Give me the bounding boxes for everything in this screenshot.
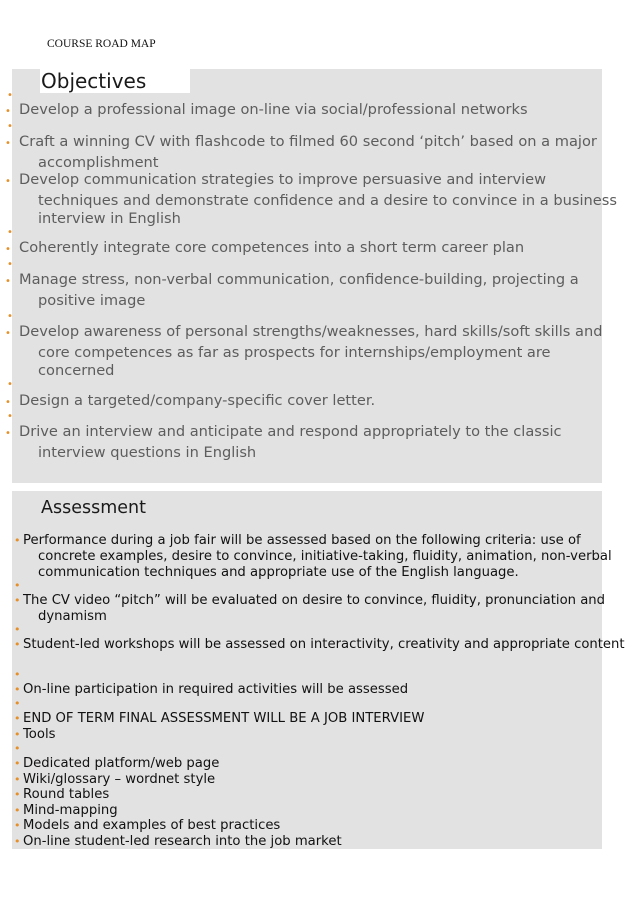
bullet-icon: • xyxy=(14,579,21,592)
bullet-icon: • xyxy=(14,819,21,832)
tool-item-4: • Mind-mapping xyxy=(14,803,118,818)
objective-item-4: • Coherently integrate core competences into a short term career plan xyxy=(5,239,630,260)
assessment-item-tools: • Tools xyxy=(14,727,56,742)
bullet-icon: • xyxy=(5,138,11,149)
assessment-item-5: • END OF TERM FINAL ASSESSMENT WILL BE A JOB INTERVIEW xyxy=(14,711,425,726)
bullet-icon: • xyxy=(14,742,21,755)
assessment-title: Assessment xyxy=(41,498,146,518)
bullet-icon: • xyxy=(14,773,21,786)
bullet-icon: • xyxy=(5,397,11,408)
objective-item-2: • Craft a winning CV with flashcode to filmed 60 second ‘pitch’ based on a major accomplishment xyxy=(5,133,597,171)
bullet-icon: • xyxy=(14,638,21,651)
bullet-icon: • xyxy=(14,804,21,817)
objective-item-3: • Develop communication strategies to improve persuasive and interview techniques and demonstrate confidence and a desire to convince in a business interview in English xyxy=(5,171,617,227)
bullet-icon: • xyxy=(14,728,21,741)
bullet-icon: • xyxy=(14,697,21,710)
tool-item-1: • Dedicated platform/web page xyxy=(14,756,220,771)
bullet-icon: • xyxy=(14,668,21,681)
bullet-icon: • xyxy=(14,623,21,636)
objective-item-6: • Develop awareness of personal strengths/weaknesses, hard skills/soft skills and core competences as far as prospects for internships/employment are concerned xyxy=(5,323,603,379)
assessment-item-2: • The CV video “pitch” will be evaluated on desire to convince, fluidity, pronunciation and dynamism xyxy=(14,593,606,624)
bullet-icon: • xyxy=(7,311,13,322)
bullet-icon: • xyxy=(5,276,11,287)
objective-item-8: • Drive an interview and anticipate and respond appropriately to the classic interview questions in English xyxy=(5,423,562,461)
tool-item-6: • On-line student-led research into the job market xyxy=(14,834,342,849)
bullet-icon: • xyxy=(5,428,11,439)
bullet-icon: • xyxy=(5,244,11,255)
bullet-icon: • xyxy=(7,379,13,390)
bullet-icon: • xyxy=(14,712,21,725)
bullet-icon: • xyxy=(7,121,13,132)
objective-item-7: • Design a targeted/company-specific cover letter. xyxy=(5,392,630,413)
assessment-item-4: • On-line participation in required activities will be assessed xyxy=(14,682,409,697)
bullet-icon: • xyxy=(14,788,21,801)
assessment-item-1: • Performance during a job fair will be assessed based on the following criteria: use of concrete examples, desire to convince, initiative-taking, fluidity, animation, non-verbal communication techniques and appropriate use of the English language. xyxy=(14,533,612,580)
objective-item-1: • Develop a professional image on-line via social/professional networks xyxy=(5,101,630,122)
bullet-icon: • xyxy=(7,90,13,101)
bullet-icon: • xyxy=(5,328,11,339)
bullet-icon: • xyxy=(7,411,13,422)
bullet-icon: • xyxy=(14,683,21,696)
document-header: COURSE ROAD MAP xyxy=(47,38,156,50)
bullet-icon: • xyxy=(5,106,11,117)
bullet-icon: • xyxy=(7,259,13,270)
bullet-icon: • xyxy=(14,835,21,848)
bullet-icon: • xyxy=(14,534,21,547)
bullet-icon: • xyxy=(7,227,13,238)
tool-item-2: • Wiki/glossary – wordnet style xyxy=(14,772,216,787)
objectives-title: Objectives xyxy=(41,69,147,93)
tool-item-3: • Round tables xyxy=(14,787,110,802)
assessment-item-3: • Student-led workshops will be assessed on interactivity, creativity and appropriate content xyxy=(14,637,625,652)
objective-item-5: • Manage stress, non-verbal communication, confidence-building, projecting a positive image xyxy=(5,271,579,309)
bullet-icon: • xyxy=(5,176,11,187)
bullet-icon: • xyxy=(14,594,21,607)
bullet-icon: • xyxy=(14,757,21,770)
tool-item-5: • Models and examples of best practices xyxy=(14,818,281,833)
